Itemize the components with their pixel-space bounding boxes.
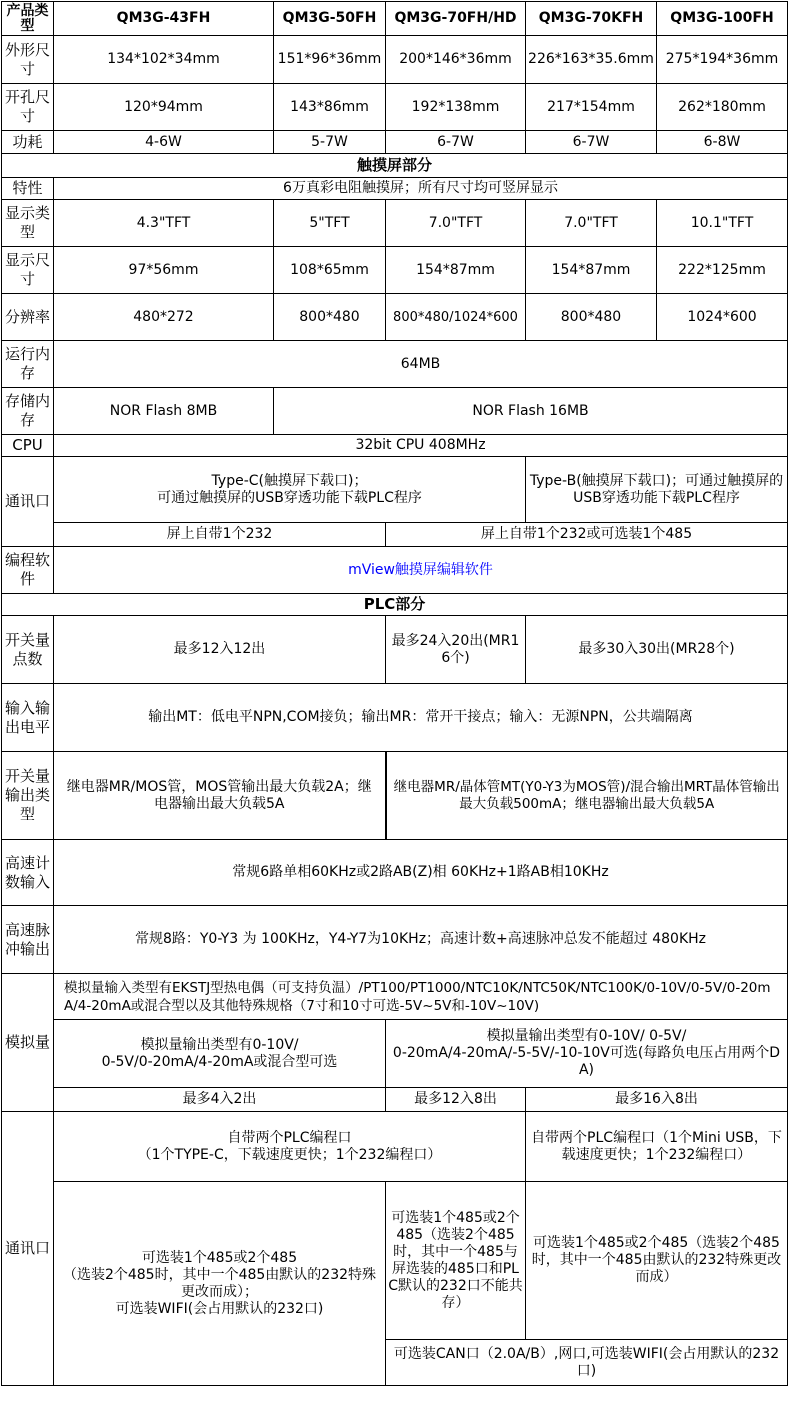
text-line: 模拟量输出类型有0-10V/ 0-5V/ (486, 1028, 687, 1044)
cell: 最多4入2出 (54, 1088, 386, 1112)
touch-serial-row (2, 523, 788, 547)
io-points-row (2, 616, 788, 684)
cell: 5"TFT (274, 200, 386, 247)
cell: 97*56mm (54, 247, 274, 294)
cell: 262*180mm (657, 84, 788, 131)
cell: 154*87mm (526, 247, 657, 294)
cell: 可选装1个485或2个485（选装2个485时，其中一个485由默认的232特殊更改而成） (526, 1182, 788, 1340)
cell: 800*480 (526, 294, 657, 341)
cutout-row (2, 84, 788, 131)
header-row (2, 2, 788, 36)
cell: 7.0"TFT (526, 200, 657, 247)
product-type-label: 产品类型 (2, 2, 54, 36)
resolution-row (2, 294, 788, 341)
cell: 200*146*36mm (386, 36, 526, 84)
cell: 800*480/1024*600 (386, 294, 526, 341)
row-label: 特性 (2, 178, 54, 200)
cell: NOR Flash 16MB (274, 388, 788, 435)
cell: 7.0"TFT (386, 200, 526, 247)
row-label: 功耗 (2, 131, 54, 154)
cell: 192*138mm (386, 84, 526, 131)
row-label: 开孔尺寸 (2, 84, 54, 131)
cell: 143*86mm (274, 84, 386, 131)
row-label: 模拟量 (2, 974, 54, 1112)
analog-output-row (2, 1020, 788, 1088)
cell: 222*125mm (657, 247, 788, 294)
cell: 6-7W (526, 131, 657, 154)
output-type-row (2, 752, 788, 840)
cell: 最多12入8出 (386, 1088, 526, 1112)
row-label: 高速计数输入 (2, 840, 54, 906)
cell: 6万真彩电阻触摸屏；所有尺寸均可竖屏显示 (54, 178, 788, 200)
text-line: （选装2个485时，其中一个485由默认的232特殊更改而成）； (62, 1266, 377, 1300)
cell: 154*87mm (386, 247, 526, 294)
row-label: 通讯口 (2, 457, 54, 547)
outer-size-row (2, 36, 788, 84)
cell: 最多24入20出(MR16个) (386, 616, 526, 684)
cell: 常规8路：Y0-Y3 为 100KHz，Y4-Y7为10KHz；高速计数+高速脉冲总发不能超过 480KHz (54, 906, 788, 974)
model-header: QM3G-50FH (274, 2, 386, 36)
cell: 64MB (54, 341, 788, 388)
model-header: QM3G-70FH/HD (386, 2, 526, 36)
cell: 最多16入8出 (526, 1088, 788, 1112)
cell (386, 1020, 788, 1088)
power-row (2, 131, 788, 154)
model-header: QM3G-43FH (54, 2, 274, 36)
text-line: 可选装1个485或2个485 (141, 1249, 298, 1266)
row-label: 开关量点数 (2, 616, 54, 684)
cell: 480*272 (54, 294, 274, 341)
cell: Type-B(触摸屏下载口)；可通过触摸屏的USB穿透功能下载PLC程序 (526, 457, 788, 523)
row-label: 外形尺寸 (2, 36, 54, 84)
cell: 输出MT：低电平NPN,COM接负；输出MR：常开干接点；输入：无源NPN，公共端隔离 (54, 684, 788, 752)
cell: 自带两个PLC编程口（1个Mini USB，下载速度更快；1个232编程口） (526, 1112, 788, 1182)
row-label: 运行内存 (2, 341, 54, 388)
cell: 4.3"TFT (54, 200, 274, 247)
touch-comm-row (2, 457, 788, 523)
ram-row (2, 341, 788, 388)
cell: 1024*600 (657, 294, 788, 341)
text-line: 0-20mA/4-20mA/-5-5V/-10-10V可选(每路负电压占用两个DA) (392, 1045, 781, 1078)
hs-counter-row (2, 840, 788, 906)
row-label: 编程软件 (2, 547, 54, 594)
cell: 134*102*34mm (54, 36, 274, 84)
cell: 可选装1个485或2个485（选装2个485时，其中一个485与屏选装的485口和PLC默认的232口不能共存） (386, 1182, 526, 1340)
display-type-row (2, 200, 788, 247)
software-link[interactable]: mView触摸屏编辑软件 (54, 547, 788, 594)
cell: 最多30入30出(MR28个) (526, 616, 788, 684)
cell: 模拟量输入类型有EKSTJ型热电偶（可支持负温）/PT100/PT1000/NTC10K/NTC50K/NTC100K/0-10V/0-5V/0-20mA/4-20mA或混合型以及其他特殊规格（7寸和10寸可选-5V~5V和-10V~10V) (54, 974, 788, 1020)
cell (54, 1112, 526, 1182)
analog-input-row (2, 974, 788, 1020)
row-label: 输入输出电平 (2, 684, 54, 752)
cell (54, 1182, 386, 1386)
cell: 最多12入12出 (54, 616, 386, 684)
cell: 6-7W (386, 131, 526, 154)
row-label: 存储内存 (2, 388, 54, 435)
cell: 屏上自带1个232 (54, 523, 386, 547)
cell: 可选装CAN口（2.0A/B）,网口,可选装WIFI(会占用默认的232口) (386, 1340, 788, 1386)
text-line: 模拟量输出类型有0-10V/ (140, 1036, 299, 1053)
text-line: 0-5V/0-20mA/4-20mA或混合型可选 (101, 1053, 338, 1070)
cell: 常规6路单相60KHz或2路AB(Z)相 60KHz+1路AB相10KHz (54, 840, 788, 906)
text-line: （1个TYPE-C，下载速度更快；1个232编程口） (137, 1146, 442, 1163)
hs-pulse-row (2, 906, 788, 974)
cpu-row (2, 435, 788, 457)
cell: 5-7W (274, 131, 386, 154)
software-row (2, 547, 788, 594)
cell: 继电器MR/晶体管MT(Y0-Y3为MOS管)/混合输出MRT晶体管输出最大负载500mA；继电器输出最大负载5A (386, 752, 788, 840)
cell: 32bit CPU 408MHz (54, 435, 788, 457)
analog-max-row (2, 1088, 788, 1112)
cell: 226*163*35.6mm (526, 36, 657, 84)
feature-row (2, 178, 788, 200)
row-label: 通讯口 (2, 1112, 54, 1386)
text-line: 可选装WIFI(会占用默认的232口) (115, 1300, 324, 1317)
model-header: QM3G-70KFH (526, 2, 657, 36)
cell: 275*194*36mm (657, 36, 788, 84)
section-title: PLC部分 (2, 594, 788, 616)
row-label: 开关量输出类型 (2, 752, 54, 840)
row-label: 显示尺寸 (2, 247, 54, 294)
cell: 108*65mm (274, 247, 386, 294)
cell: 800*480 (274, 294, 386, 341)
cell: 屏上自带1个232或可选装1个485 (386, 523, 788, 547)
row-label: 高速脉冲输出 (2, 906, 54, 974)
spec-table (1, 1, 788, 1386)
text-line: 可通过触摸屏的USB穿透功能下载PLC程序 (157, 489, 422, 506)
cell: 4-6W (54, 131, 274, 154)
storage-row (2, 388, 788, 435)
cell: 6-8W (657, 131, 788, 154)
cell (54, 457, 526, 523)
row-label: CPU (2, 435, 54, 457)
cell (54, 1020, 386, 1088)
plc-comm-builtin-row (2, 1112, 788, 1182)
cell: 120*94mm (54, 84, 274, 131)
row-label: 显示类型 (2, 200, 54, 247)
cell: 10.1"TFT (657, 200, 788, 247)
cell: 151*96*36mm (274, 36, 386, 84)
cell: NOR Flash 8MB (54, 388, 274, 435)
touch-section-row (2, 154, 788, 178)
row-label: 分辨率 (2, 294, 54, 341)
plc-section-row (2, 594, 788, 616)
text-line: 自带两个PLC编程口 (227, 1129, 352, 1146)
display-size-row (2, 247, 788, 294)
section-title: 触摸屏部分 (2, 154, 788, 178)
text-line: Type-C(触摸屏下载口)； (211, 472, 368, 489)
plc-comm-optional-row (2, 1182, 788, 1340)
model-header: QM3G-100FH (657, 2, 788, 36)
cell: 继电器MR/MOS管，MOS管输出最大负载2A；继电器输出最大负载5A (54, 752, 386, 840)
io-level-row (2, 684, 788, 752)
cell: 217*154mm (526, 84, 657, 131)
